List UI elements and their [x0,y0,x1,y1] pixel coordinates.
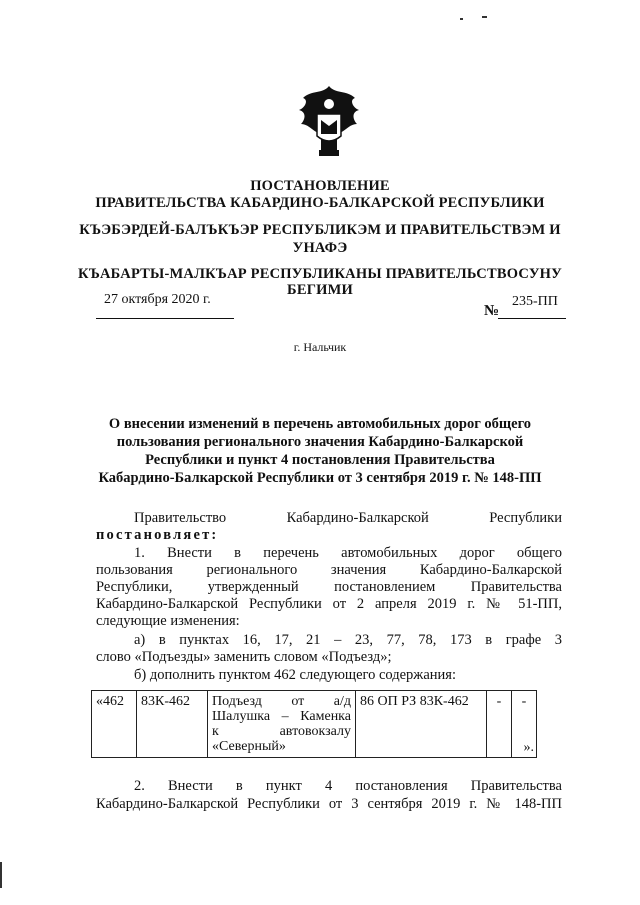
doc-number: 235-ПП [512,294,558,309]
issuer-kab-line2: УНАФЭ [292,240,348,256]
road-col5: - [487,691,512,758]
p2-line: Кабардино-Балкарской Республики от 3 сентября 2019 г. № 148-ПП [96,796,562,812]
resolves: постановляет: [96,527,219,543]
issuer-ru: ПРАВИТЕЛЬСТВА КАБАРДИНО-БАЛКАРСКОЙ РЕСПУБЛИКИ [95,195,545,211]
coat-of-arms-icon [295,80,363,160]
p1-line: 1. Внести в перечень автомобильных дорог общего [134,545,562,561]
p1-line: Кабардино-Балкарской Республики от 2 апреля 2019 г. № 51-ПП, [96,596,562,612]
item-b: б) дополнить пунктом 462 следующего содержания: [134,667,456,683]
p1-line: пользования регионального значения Кабардино-Балкарской [96,562,562,578]
document-title [0,415,640,487]
road-table [91,690,537,758]
p1-line: Республики, утвержденный постановлением Правительства [96,579,562,595]
date-underline [96,318,234,319]
intro-word: Республики [489,510,562,526]
issuer-krc-line2: БЕГИМИ [287,282,353,298]
p2-line: 2. Внести в пункт 4 постановления Правительства [134,778,562,794]
issuer-kab-line1: КЪЭБЭРДЕЙ-БАЛЪКЪЭР РЕСПУБЛИКЭМ И ПРАВИТЕЛЬСТВЭМ И [79,222,561,238]
road-col6: - ». [512,691,537,758]
title-line: пользования регионального значения Кабардино-Балкарской [116,434,524,450]
item-a-line: а) в пунктах 16, 17, 21 – 23, 77, 78, 173 в графе 3 [134,632,562,648]
city: г. Нальчик [293,340,347,354]
number-underline [498,318,566,319]
intro-word: Правительство [134,510,227,526]
scan-edge-mark [0,862,2,888]
road-id: 86 ОП РЗ 83К-462 [356,691,487,758]
number-sign: № [484,303,500,319]
intro-line [134,510,562,527]
road-name: Подъезд от а/д Шалушка – Каменка к автовокзалу «Северный» [208,691,356,758]
title-line: Кабардино-Балкарской Республики от 3 сентября 2019 г. № 148-ПП [98,470,542,486]
table-row [92,691,537,758]
title-line: О внесении изменений в перечень автомобильных дорог общего [108,416,532,432]
road-code: 83К-462 [137,691,208,758]
doc-date: 27 октября 2020 г. [104,292,211,307]
scan-speck [460,18,463,20]
issuer-krc-line1: КЪАБАРТЫ-МАЛКЪАР РЕСПУБЛИКАНЫ ПРАВИТЕЛЬСТВОСУНУ [78,266,562,282]
row-number: «462 [92,691,137,758]
closing-quote: ». [523,740,534,755]
p1-line: следующие изменения: [96,613,240,629]
intro-word: Кабардино-Балкарской [286,510,429,526]
title-line: Республики и пункт 4 постановления Правительства [145,452,495,468]
doc-type: ПОСТАНОВЛЕНИЕ [250,178,390,194]
scan-speck [482,16,487,18]
item-a-line: слово «Подъезды» заменить словом «Подъезд»; [96,649,392,665]
